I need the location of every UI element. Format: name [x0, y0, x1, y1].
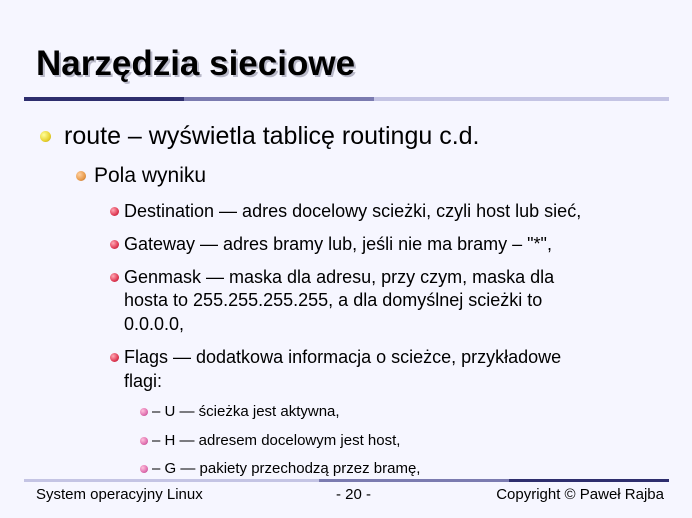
bullet-text-line-2: flagi:: [124, 371, 163, 391]
bullet-text: – H — adresem docelowym jest host,: [152, 432, 401, 449]
bullet-text: – G — pakiety przechodzą przez bramę,: [152, 460, 421, 477]
bullet-text-line-1: Genmask — maska dla adresu, przy czym, maska dla: [124, 267, 555, 287]
bullet-dot-icon: [140, 408, 148, 416]
bullet-text-line-1: Flags — dodatkowa informacja o scieżce, przykładowe: [124, 347, 562, 367]
bullet-text-line-2: hosta to 255.255.255.255, a dla domyślnej scieżki to: [124, 290, 543, 310]
bullet-text: Gateway — adres bramy lub, jeśli nie ma bramy – "*",: [124, 234, 552, 254]
bullet-text: route – wyświetla tablicę routingu c.d.: [64, 122, 480, 150]
bullet-dot-icon: [110, 353, 119, 362]
bullet-dot-icon: [110, 207, 119, 216]
footer-rule-mid: [319, 479, 509, 482]
bullet-dot-icon: [76, 171, 86, 181]
bullet-text: – U — ścieżka jest aktywna,: [152, 403, 340, 420]
footer-course-name: System operacyjny Linux: [36, 486, 203, 503]
bullet-dot-icon: [140, 465, 148, 473]
footer-rule-light: [24, 479, 319, 482]
footer-copyright: Copyright © Paweł Rajba: [496, 486, 664, 503]
slide-title: Narzędzia sieciowe: [36, 44, 356, 83]
bullet-text: Pola wyniku: [94, 164, 207, 187]
bullet-dot-icon: [140, 437, 148, 445]
footer-page-number: - 20 -: [336, 486, 372, 503]
bullet-text-line-3: 0.0.0.0,: [124, 314, 185, 334]
footer-rule-dark: [509, 479, 669, 482]
bullet-dot-icon: [110, 273, 119, 282]
bullet-dot-icon: [110, 240, 119, 249]
bullet-dot-icon: [40, 131, 51, 142]
title-rule-mid: [184, 97, 374, 101]
bullet-text: Destination — adres docelowy scieżki, czyli host lub sieć,: [124, 201, 582, 221]
title-rule-dark: [24, 97, 184, 101]
title-rule-light: [374, 97, 669, 101]
